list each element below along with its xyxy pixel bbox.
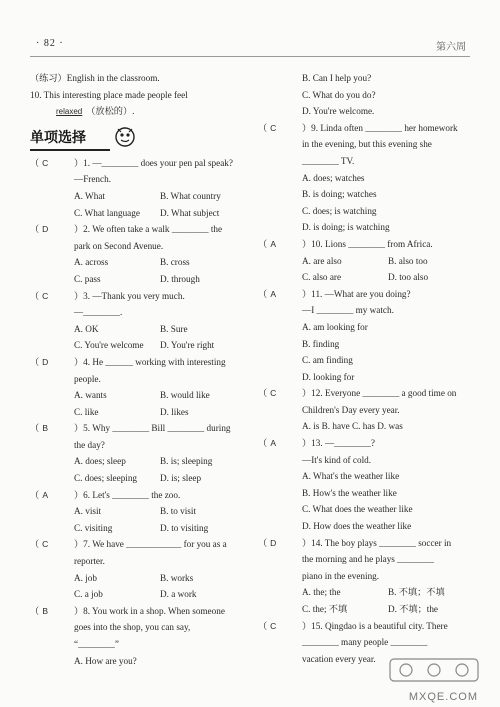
option: B. is; sleeping	[160, 456, 213, 467]
option: A. is B. have C. has D. was	[302, 421, 403, 432]
option: B. is doing; watches	[302, 189, 377, 200]
option: B. How's the weather like	[302, 487, 397, 498]
answer-bracket: （ C	[30, 536, 74, 553]
answer-bracket: （ C	[258, 618, 302, 635]
question-block	[30, 603, 245, 669]
question-block	[30, 354, 245, 420]
question-line	[30, 304, 245, 321]
stem-text: ）2. We often take a walk ________ the	[74, 224, 223, 235]
option: B. Sure	[160, 323, 188, 334]
option-row	[30, 337, 245, 354]
answer-mark: C	[270, 122, 277, 133]
question-line	[30, 619, 245, 636]
question-line	[30, 437, 245, 454]
question-block	[258, 120, 470, 236]
question-block	[30, 487, 245, 537]
question-stem	[30, 536, 245, 553]
stem-text: ）15. Qingdao is a beautiful city. There	[302, 620, 448, 631]
stem-text: —________.	[74, 307, 123, 318]
option-row	[258, 336, 470, 353]
stem-text: Children's Day every year.	[302, 404, 400, 415]
option: C. a job	[74, 589, 103, 600]
option-line: D. You're welcome.	[302, 106, 375, 117]
right-questions	[258, 120, 470, 668]
answer-bracket: （ C	[258, 120, 302, 137]
q10-answer-line	[30, 103, 245, 121]
option-row	[30, 470, 245, 487]
option: A. does; watches	[302, 172, 365, 183]
answer-bracket: （ D	[258, 535, 302, 552]
answer-mark: C	[42, 539, 49, 550]
handwritten-answer: relaxed	[56, 107, 83, 117]
option: C. like	[74, 406, 99, 417]
stem-text: ）12. Everyone ________ a good time on	[302, 388, 457, 399]
left-column	[30, 70, 245, 669]
hint: （放松的）.	[86, 106, 135, 117]
answer-mark: A	[270, 238, 277, 249]
option-row	[30, 520, 245, 537]
option-row	[258, 269, 470, 286]
option: C. does; sleeping	[74, 473, 138, 484]
option: D. a work	[160, 589, 197, 600]
option: C. also are	[302, 272, 342, 283]
option: C. am finding	[302, 355, 353, 366]
option-row	[30, 271, 245, 288]
stem-text: ________ many people ________	[302, 637, 428, 648]
question-block	[258, 236, 470, 286]
option-row	[258, 369, 470, 386]
option-row	[30, 188, 245, 205]
option: C. the; 不填	[302, 604, 348, 614]
stem-text: ）9. Linda often ________ her homework	[302, 122, 458, 133]
stem-text: reporter.	[74, 556, 105, 567]
answer-bracket: （ A	[258, 435, 302, 452]
question-line	[258, 153, 470, 170]
question-block	[30, 221, 245, 287]
answer-mark: A	[42, 489, 49, 500]
option-row	[258, 418, 470, 435]
option: B. finding	[302, 338, 340, 349]
option-row	[30, 321, 245, 338]
option: B. cross	[160, 257, 190, 268]
option-row	[30, 404, 245, 421]
answer-mark: A	[270, 438, 277, 449]
question-line	[30, 636, 245, 653]
option-row	[30, 586, 245, 603]
stem-text: piano in the evening.	[302, 570, 380, 581]
answer-bracket: （ C	[258, 385, 302, 402]
question-line	[258, 402, 470, 419]
option-row	[258, 352, 470, 369]
answer-bracket: （ C	[30, 288, 74, 305]
option-row	[258, 584, 470, 601]
option: B. 不填；不填	[388, 587, 445, 598]
mascot-icon	[112, 123, 138, 149]
stem-text: “________”	[74, 639, 119, 649]
answer-mark: B	[42, 605, 49, 616]
option-row	[30, 653, 245, 670]
option-row	[258, 253, 470, 270]
answer-bracket: （ D	[30, 221, 74, 238]
option-row	[258, 219, 470, 236]
option: A. are also	[302, 255, 342, 266]
question-stem	[30, 221, 245, 238]
answer-bracket: （ A	[258, 286, 302, 303]
question-stem	[30, 155, 245, 172]
section-title: 单项选择	[30, 129, 86, 146]
watermark-text: MXQE.COM	[408, 691, 478, 703]
page-header	[30, 30, 470, 57]
question-line	[30, 171, 245, 188]
option: C. pass	[74, 273, 101, 284]
option: D. What subject	[160, 207, 220, 218]
stem-text: ）5. Why ________ Bill ________ during	[74, 423, 231, 434]
option: D. likes	[160, 406, 189, 417]
option-row	[258, 468, 470, 485]
question-line	[258, 452, 470, 469]
option: B. would like	[160, 390, 210, 401]
option-row	[258, 170, 470, 187]
question-block	[30, 420, 245, 486]
question-stem	[30, 420, 245, 437]
stem-text: —French.	[74, 174, 111, 185]
option: A. wants	[74, 390, 107, 401]
option: D. looking for	[302, 371, 355, 382]
option-row	[30, 387, 245, 404]
stem-text: ）7. We have ____________ for you as a	[74, 539, 227, 550]
stem-text: vacation every year.	[302, 653, 376, 664]
question-block	[258, 435, 470, 535]
answer-bracket: （ A	[258, 236, 302, 253]
answer-mark: C	[270, 620, 277, 631]
stem-text: the morning and he plays ________	[302, 554, 434, 565]
question-block	[30, 288, 245, 354]
stem-text: ）10. Lions ________ from Africa.	[302, 238, 433, 249]
stem-text: ）4. He ______ working with interesting	[74, 356, 226, 367]
option: D. You're right	[160, 340, 215, 351]
right-column	[258, 70, 470, 667]
option: C. What does the weather like	[302, 504, 413, 515]
question-stem	[258, 236, 470, 253]
option-line: C. What do you do?	[302, 89, 376, 100]
stem-text: people.	[74, 373, 101, 384]
option-row	[30, 453, 245, 470]
option-row	[258, 485, 470, 502]
option: A. visit	[74, 506, 102, 517]
question-stem	[258, 535, 470, 552]
option: A. OK	[74, 323, 99, 334]
option-row	[30, 570, 245, 587]
question-stem	[30, 354, 245, 371]
question-line	[30, 371, 245, 388]
option: A. the; the	[302, 587, 341, 598]
stem-text: ）6. Let's ________ the zoo.	[74, 489, 181, 500]
question-block	[258, 535, 470, 618]
question-line	[258, 568, 470, 585]
option-row	[258, 186, 470, 203]
question-stem	[30, 603, 245, 620]
option: D. through	[160, 273, 200, 284]
option: A. What	[74, 190, 105, 201]
option-row	[258, 501, 470, 518]
question-line	[30, 553, 245, 570]
question-line	[258, 302, 470, 319]
option: D. too also	[388, 272, 429, 283]
question-line	[258, 634, 470, 651]
question-block	[30, 536, 245, 602]
option: C. does; is watching	[302, 205, 377, 216]
option: C. visiting	[74, 522, 113, 533]
stem-text: the day?	[74, 439, 105, 450]
question-block	[30, 155, 245, 221]
answer-mark: D	[270, 537, 277, 548]
option: B. works	[160, 572, 194, 583]
answer-mark: D	[42, 224, 49, 235]
answer-bracket: （ B	[30, 420, 74, 437]
answer-bracket: （ C	[30, 155, 74, 172]
option-row	[258, 203, 470, 220]
option: B. to visit	[160, 506, 196, 517]
left-questions	[30, 155, 245, 669]
answer-mark: C	[42, 157, 49, 168]
answer-mark: C	[270, 388, 277, 399]
option: B. also too	[388, 255, 428, 266]
question-line	[258, 551, 470, 568]
stem-text: ）13. —________?	[302, 438, 375, 449]
option-row	[258, 319, 470, 336]
stem-text: ）8. You work in a shop. When someone	[74, 605, 225, 616]
section-header	[30, 121, 245, 155]
question-block	[258, 286, 470, 386]
question-line	[30, 238, 245, 255]
question-stem	[258, 385, 470, 402]
option-row	[30, 503, 245, 520]
option: B. What country	[160, 190, 221, 201]
stem-text: in the evening, but this evening she	[302, 139, 432, 150]
option: D. 不填；the	[388, 604, 439, 614]
question-stem	[30, 288, 245, 305]
question-stem	[30, 487, 245, 504]
week-label: 第六周	[436, 42, 466, 53]
option: A. does; sleep	[74, 456, 126, 467]
question-block	[258, 385, 470, 435]
question-stem	[258, 120, 470, 137]
option: A. job	[74, 572, 97, 583]
question-stem	[258, 435, 470, 452]
stem-text: ）1. —________ does your pen pal speak?	[74, 157, 233, 168]
stem-text: ）3. —Thank you very much.	[74, 290, 185, 301]
stem-text: —I ________ my watch.	[302, 305, 394, 316]
question-stem	[258, 286, 470, 303]
answer-mark: D	[42, 356, 49, 367]
answer-mark: C	[42, 290, 49, 301]
option-row	[258, 518, 470, 535]
stem-text: ________ TV.	[302, 155, 355, 166]
section-underline	[30, 149, 110, 151]
stem-text: park on Second Avenue.	[74, 240, 164, 251]
option: A. How are you?	[74, 655, 137, 666]
option: A. am looking for	[302, 321, 368, 332]
option: D. How does the weather like	[302, 521, 412, 532]
option: C. You're welcome	[74, 340, 144, 351]
option: A. across	[74, 257, 109, 268]
option: A. What's the weather like	[302, 471, 400, 482]
page-number: · 82 ·	[36, 38, 64, 49]
option-row	[30, 205, 245, 222]
option: D. is doing; is watching	[302, 222, 390, 233]
option: D. is; sleep	[160, 473, 202, 484]
text-line: 10. This interesting place made people feel	[30, 89, 188, 100]
answer-bracket: （ B	[30, 603, 74, 620]
stem-text: ）11. —What are you doing?	[302, 288, 411, 299]
answer-bracket: （ D	[30, 354, 74, 371]
option: C. What language	[74, 207, 140, 218]
answer-mark: B	[42, 423, 49, 434]
option-row	[258, 601, 470, 618]
text-line: （练习）English in the classroom.	[30, 73, 160, 83]
stem-text: —It's kind of cold.	[302, 454, 372, 465]
stem-text: goes into the shop, you can say,	[74, 622, 191, 633]
answer-bracket: （ A	[30, 487, 74, 504]
stem-text: ）14. The boy plays ________ soccer in	[302, 537, 452, 548]
option: D. to visiting	[160, 522, 209, 533]
option-line: B. Can I help you?	[302, 73, 372, 83]
option-row	[30, 254, 245, 271]
question-line	[258, 136, 470, 153]
question-stem	[258, 618, 470, 635]
answer-mark: A	[270, 288, 277, 299]
